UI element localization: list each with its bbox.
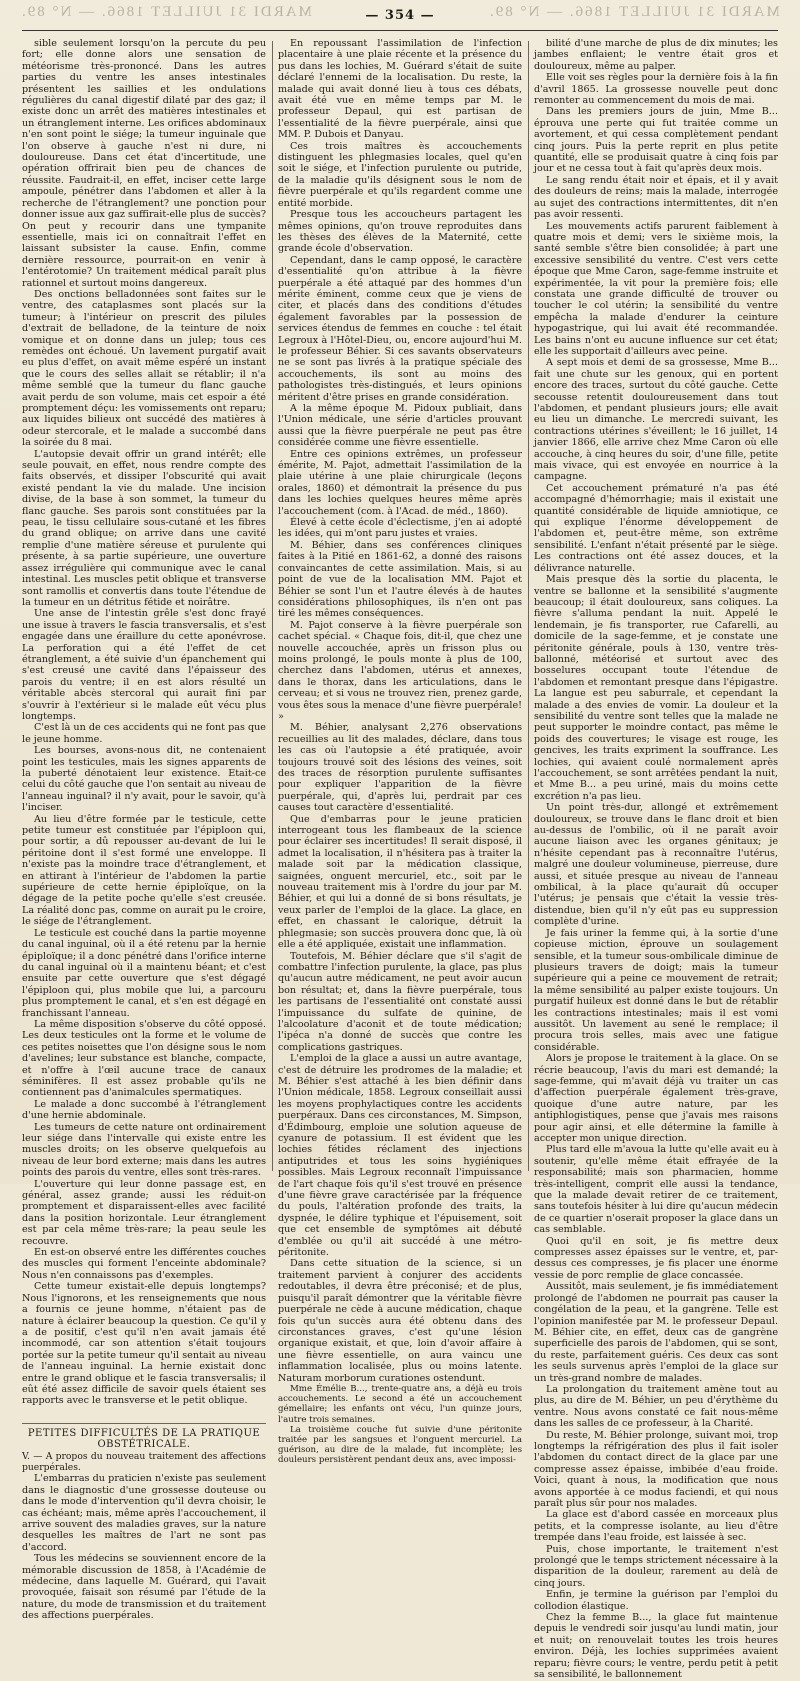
paragraph: Je fais uriner la femme qui, à la sortie d'une copieuse miction, éprouve un soulagement sensible, et la tumeur sous-ombilicale diminue de plusieurs travers de doigt; mais la tumeur supérieure qui a peine ce mouvement de retrait; la même sensibilité au palper existe toujours. Un purgatif huileux est donné dans le but de rétablir les contractions intestinales; mais il est vomi aussitôt. Un lavement au sené le remplace; il procura trois selles, mais avec une fatigue considérable. bbox=[534, 927, 778, 1053]
column-left bbox=[22, 38, 267, 1622]
column-middle bbox=[278, 38, 522, 1466]
paragraph: M. Pajot conserve à la fièvre puerpérale son cachet spécial. « Chaque fois, dit-il, que chez une nouvelle accouchée, après un frisson plus ou moins prolongé, le pouls monte à plus de 100, cherchez dans l'abdomen, utérus et annexes, dans le thorax, dans les articulations, dans le cerveau; et si vous ne trouvez rien, prenez garde, vous êtes sous la menace d'une fièvre puerpérale! » bbox=[278, 619, 522, 722]
paragraph: Tous les médecins se souviennent encore de la mémorable discussion de 1858, à l'Académie de médecine, dans laquelle M. Guérard, qui l'avait provoquée, faisait son résumé par l'étude de la nature, du mode de transmission et du traitement des affections puerpérales. bbox=[22, 1553, 266, 1622]
text-columns bbox=[22, 38, 778, 1681]
paragraph: La même disposition s'observe du côté opposé. Les deux testicules ont la forme et le volume de ces petites noisettes que l'on désigne sous le nom d'avelines; leur substance est blanche, compacte, et n'offre à l'œil aucune trace de canaux séminifères. Il est assez probable qu'ils ne contiennent pas d'animalcules spermatiques. bbox=[22, 1018, 266, 1099]
section-title: PETITES DIFFICULTÉS DE LA PRATIQUE OBSTÉTRICALE. bbox=[22, 1423, 266, 1451]
paragraph: Un point très-dur, allongé et extrêmement douloureux, se trouve dans le flanc droit et bien au-dessus de l'ombilic, où il ne paraît avoir aucune liaison avec les organes génitaux; je n'hésite cependant pas à reconnaître l'utérus, malgré une douleur volumineuse, pierreuse, dure aussi, et située presque au niveau de l'anneau ombilical, à la place qu'aurait dû occuper l'utérus; je pensais que c'était la vessie très-distendue, bien qu'il n'y eût pas eu suppression complète d'urine. bbox=[534, 802, 778, 928]
paragraph: En est-on observé entre les différentes couches des muscles qui forment l'enceinte abdominale? Nous n'en connaissons pas d'exemples. bbox=[22, 1247, 266, 1281]
bleed-through-text-right: MARDI 31 JUILLET 1866. — N° 89. bbox=[488, 4, 780, 20]
paragraph: Les tumeurs de cette nature ont ordinairement leur siége dans l'intervalle qui existe entre les muscles droits; on les observe quelquefois au niveau de leur bord externe; mais dans les autres points des parois du ventre, elles sont très-rares. bbox=[22, 1121, 266, 1179]
paragraph: L'ouverture qui leur donne passage est, en général, assez grande; aussi les réduit-on promptement et disparaissent-elles avec facilité dans la position horizontale. Leur étranglement est par cela même très-rare; la peau seule les recouvre. bbox=[22, 1178, 266, 1247]
paragraph: A sept mois et demi de sa grossesse, Mme B... fait une chute sur les genoux, qui en portent encore des traces, surtout du côté gauche. Cette secousse retentit douloureusement dans tout l'abdomen, et pendant plusieurs jours; elle avait eu lieu un dimanche. Le mercredi suivant, les contractions utérines s'éveillent; le 16 juillet, 14 janvier 1866, elle arrive chez Mme Caron où elle accouche, à cinq heures du soir, d'une fille, petite mais vivace, qui est envoyée en nourrice à la campagne. bbox=[534, 357, 778, 483]
paragraph: Élevé à cette école d'éclectisme, j'en ai adopté les idées, qui m'ont paru justes et vraies. bbox=[278, 517, 522, 540]
column-divider bbox=[272, 41, 273, 1171]
paragraph: Chez la femme B..., la glace fut maintenue depuis le vendredi soir jusqu'au lundi matin, jour et nuit; on renouvelait toutes les trois heures environ. Déjà, les lochies supprimées avaient reparu; fièvre cours; le ventre, perdu petit à petit sa sensibilité, le ballonnement bbox=[534, 1612, 778, 1681]
paragraph: Presque tous les accoucheurs partagent les mêmes opinions, qu'on trouve reproduites dans les thèses des élèves de la Maternité, cette grande école d'observation. bbox=[278, 209, 522, 255]
paragraph: Dans les premiers jours de juin, Mme B... éprouva une perte qui fut traitée comme un avortement, et qui cessa complètement pendant cinq jours. Puis la perte reprit en plus petite quantité, elle se produisait quatre à cinq fois par jour et ne cessa tout à fait qu'après deux mois. bbox=[534, 106, 778, 175]
paragraph: Mme Émélie B..., trente-quatre ans, a déjà eu trois accouchements. Le second a été un accouchement gémellaire; les enfants ont vécu, l'un quinze jours, l'autre trois semaines. bbox=[278, 1383, 522, 1425]
column-right bbox=[534, 38, 778, 1681]
paragraph: M. Béhier, dans ses conférences cliniques faites à la Pitié en 1861-62, a donné des raisons convaincantes de cette assimilation. Mais, si au point de vue de la localisation MM. Pajot et Béhier se sont l'un et l'autre élevés à de hautes considérations philosophiques, ils n'en ont pas tiré les mêmes conséquences. bbox=[278, 539, 522, 620]
paragraph: Le testicule est couché dans la partie moyenne du canal inguinal, où il a été retenu par la hernie épiploïque; il a donc pénétré dans l'orifice interne du canal inguinal où il a maintenu béant; et c'est ensuite par cette ouverture que s'est dégagé l'épiploon qui, plus mobile que lui, a parcouru plus promptement le canal, et s'en est dégagé en franchissant l'anneau. bbox=[22, 927, 266, 1019]
paragraph: Dans cette situation de la science, si un traitement parvient à conjurer des accidents redoutables, il devra être préconisé; et de plus, puisqu'il paraît démontrer que la véritable fièvre puerpérale ne cède à aucune médication, chaque fois qu'un succès aura été obtenu dans des circonstances graves, c'est qu'une lésion organique existait, et que, loin d'avoir affaire à une fièvre essentielle, on aura vaincu une inflammation localisée, plus ou moins latente. Naturam morborum curationes ostendunt. bbox=[278, 1258, 522, 1384]
paragraph: Le malade a donc succombé à l'étranglement d'une hernie abdominale. bbox=[22, 1098, 266, 1122]
paragraph: Des onctions belladonnées sont faites sur le ventre, des cataplasmes sont placés sur la tumeur; à l'intérieur on prescrit des pilules d'extrait de belladone, de la teinture de noix vomique et on donne dans un julep; tous ces remèdes ont échoué. Un lavement purgatif avait eu plus d'effet, on avait même espéré un instant que le cours des selles allait se rétablir; il n'a même semblé que la tumeur du flanc gauche avait perdu de son volume, mais cet espoir a été promptement déçu: les vomissements ont reparu; aux liquides bilieux ont succédé des matières à odeur stercorale, et le malade a succombé dans la soirée du 8 mai. bbox=[22, 288, 266, 449]
paragraph: Les bourses, avons-nous dit, ne contenaient point les testicules, mais les signes apparents de la puberté dénotaient leur existence. Etait-ce celui du côté gauche que l'on sentait au niveau de l'anneau inguinal? il n'y avait, pour le savoir, qu'à l'inciser. bbox=[22, 745, 266, 814]
paragraph: Aussitôt, mais seulement, je fis immédiatement prolongé de l'abdomen ne pourrait pas causer la congélation de la peau, et la gangrène. Telle est l'opinion manifestée par M. le professeur Depaul. M. Béhier cite, en effet, deux cas de gangrène superficielle des parois de l'abdomen, qui se sont, du reste, parfaitement guéris. Ces deux cas sont les seuls survenus après l'emploi de la glace sur un très-grand nombre de malades. bbox=[534, 1281, 778, 1384]
paragraph: L'autopsie devait offrir un grand intérêt; elle seule pouvait, en effet, nous rendre compte des faits observés, et dissiper l'obscurité qui avait existé pendant la vie du malade. Une incision divise, de la base à son sommet, la tumeur du flanc gauche. Ses parois sont constituées par la peau, le tissu cellulaire sous-cutané et les fibres du grand oblique; on arrive dans une cavité remplie d'une matière séreuse et purulente qui présente, à sa partie supérieure, une ouverture assez irrégulière qui communique avec le canal intestinal. Les muscles petit oblique et transverse sont ramollis et convertis dans toute l'étendue de la tumeur en un détritus fétide et noirâtre. bbox=[22, 448, 266, 608]
paragraph: Le sang rendu était noir et épais, et il y avait des douleurs de reins; mais la malade, interrogée au sujet des contractions intermittentes, dit n'en pas avoir ressenti. bbox=[534, 174, 778, 221]
paragraph: Elle voit ses règles pour la dernière fois à la fin d'avril 1865. La grossesse nouvelle peut donc remonter au commencement du mois de mai. bbox=[534, 72, 778, 107]
paragraph: Cet accouchement prématuré n'a pas été accompagné d'hémorrhagie; mais il existait une quantité considérable de liquide amniotique, ce qui explique l'énorme développement de l'abdomen et, peut-être même, son extrême sensibilité. L'enfant n'était présenté par le siège. Les contractions ont été assez douces, et la délivrance naturelle. bbox=[534, 482, 778, 574]
paragraph: M. Béhier, analysant 2,276 observations recueillies au lit des malades, déclare, dans tous les cas où l'autopsie a été pratiquée, avoir toujours trouvé soit des lésions des veines, soit des traces de résorption purulente suffisantes pour expliquer l'apparition de la fièvre puerpérale, qui, d'après lui, perdrait par ces causes tout caractère d'essentialité. bbox=[278, 722, 522, 814]
paragraph: Alors je propose le traitement à la glace. On se récrie beaucoup, l'avis du mari est demandé; la sage-femme, qui m'avait déjà vu traiter un cas d'affection puerpérale également très-grave, quoique d'une autre nature, par les antiphlogistiques, pense que j'avais mes raisons pour agir ainsi, et elle détermine la famille à accepter mon unique direction. bbox=[534, 1053, 778, 1144]
paragraph: Enfin, je termine la guérison par l'emploi du collodion élastique. bbox=[534, 1589, 778, 1612]
paragraph: C'est là un de ces accidents qui ne font pas que le jeune homme. bbox=[22, 722, 266, 745]
paragraph: Du reste, M. Béhier prolonge, suivant moi, trop longtemps la réfrigération des plus il fait isoler l'abdomen du contact direct de la glace par une compresse assez épaisse, imbibée d'eau froide. Voici, quant à nous, la modification que nous avons apportée à ce modus faciendi, et qui nous paraît plus sûr pour nos malades. bbox=[534, 1429, 778, 1509]
column-divider bbox=[528, 41, 529, 1171]
paragraph: Cette tumeur existait-elle depuis longtemps? Nous l'ignorons, et les renseignements que nous a fournis ce jeune homme, n'étaient pas de nature à éclairer beaucoup la question. Ce qu'il y a de positif, c'est qu'il n'en avait jamais été incommodé, car son attention s'était toujours portée sur la petite tumeur qu'il sentait au niveau de l'anneau inguinal. La hernie existait donc entre le grand oblique et le fascia transversalis; il eût été assez difficile de savoir quels étaient ses rapports avec le transverse et le petit oblique. bbox=[22, 1281, 266, 1407]
paragraph: Mais presque dès la sortie du placenta, le ventre se ballonne et la sensibilité s'augmente beaucoup; il était douloureux, sans coliques. La fièvre s'alluma pendant la nuit. Appelé le lendemain, je fis transporter, rue Cafarelli, au domicile de la sage-femme, et je constate une péritonite générale, pouls à 130, ventre très-ballonné, météorisé et surtout avec des bosselures occupant toute l'étendue de l'abdomen et remontant presque dans l'épigastre. La langue est peu saburrale, et cependant la malade a des envies de vomir. La douleur et la sensibilité du ventre sont telles que la malade ne peut supporter le moindre contact, pas même le poids des couvertures; le visage est rouge, les gencives, les traits expriment la souffrance. Les lochies, qui avaient coulé normalement après l'accouchement, se sont arrêtées pendant la nuit, et Mme B... a peu uriné, mais du moins cette excrétion n'a pas lieu. bbox=[534, 574, 778, 802]
section-subtitle: V. — A propos du nouveau traitement des affections puerpérales. bbox=[22, 1450, 266, 1473]
paragraph: Au lieu d'être formée par le testicule, cette petite tumeur est constituée par l'épiploon qui, pour sortir, a dû repousser au-devant de lui le péritoine dont il s'est formé une enveloppe. Il n'existe pas la moindre trace d'étranglement, et en attirant à l'intérieur de l'abdomen la partie supérieure de cette hernie épiploïque, on la dégage de la petite poche qu'elle s'est creusée. La réalité donc pas, comme on aurait pu le croire, le siége de l'étranglement. bbox=[22, 813, 266, 928]
paragraph: Une anse de l'intestin grêle s'est donc frayé une issue à travers le fascia transversalis, et s'est engagée dans une éraillure du cette aponévrose. La perforation qui a été l'effet de cet étranglement, a été suivie d'un épanchement qui s'est creusé une cavité dans l'épaisseur des parois du ventre; il en est alors résulté un véritable abcès stercoral qui aurait fini par s'ouvrir à l'extérieur si le malade eût vécu plus longtemps. bbox=[22, 608, 266, 722]
paragraph: Ces trois maîtres ès accouchements distinguent les phlegmasies locales, quel qu'en soit le siége, et l'infection purulente ou putride, de la maladie qu'ils désignent sous le nom de fièvre puerpérale et qu'ils regardent comme une entité morbide. bbox=[278, 140, 522, 209]
paragraph: Les mouvements actifs parurent faiblement à quatre mois et demi; vers le sixième mois, la santé semble s'être bien consolidée; à part une excessive sensibilité du ventre. C'est vers cette époque que Mme Caron, sage-femme instruite et expérimentée, la vit pour la première fois; elle constata une grande difficulté de trouver ou toucher le col utérin; la sensibilité du ventre empêcha la malade d'endurer la ceinture hypogastrique, qui lui avait été recommandée. Les bains n'ont eu aucune influence sur cet état; elle les supportait d'ailleurs avec peine. bbox=[534, 220, 778, 357]
paragraph: L'embarras du praticien n'existe pas seulement dans le diagnostic d'une grossesse douteuse ou dans le mode d'intervention qu'il devra choisir, le cas échéant; mais, même après l'accouchement, il arrive souvent des maladies graves, sur la nature desquelles les maîtres de l'art ne sont pas d'accord. bbox=[22, 1473, 267, 1553]
paragraph: Entre ces opinions extrêmes, un professeur émérite, M. Pajot, admettait l'assimilation de la plaie utérine à une plaie chirurgicale (leçons orales, 1860) et démontrait la présence du pus dans les lochies quelques heures même après l'accouchement (com. à l'Acad. de méd., 1860). bbox=[278, 448, 522, 517]
paragraph: La glace est d'abord cassée en morceaux plus petits, et la compresse isolante, au lieu d'être trempée dans l'eau froide, est laissée à sec. bbox=[534, 1509, 778, 1544]
paragraph: Cependant, dans le camp opposé, le caractère d'essentialité qu'on attribue à la fièvre puerpérale a été attaqué par des hommes d'un mérite éminent, comme ceux que je viens de citer, et placés dans des conditions d'études également favorables par la possession de services étendus de femmes en couche : tel était Legroux à l'Hôtel-Dieu, ou, encore aujourd'hui M. le professeur Béhier. Si ces savants observateurs ne se sont pas livrés à la pratique spéciale des accouchements, ils sont au moins des pathologistes très-distingués, et leurs opinions méritent d'être prises en grande considération. bbox=[278, 254, 522, 403]
page-number: — 354 — bbox=[365, 8, 435, 23]
paragraph: Que d'embarras pour le jeune praticien interrogeant tous les flambeaux de la science pour éclairer ses incertitudes! Il serait disposé, il admet la localisation, il n'hésitera pas à traiter la malade soit par la médication classique, saignées, onguent mercuriel, etc., soit par le nouveau traitement mis à l'ordre du jour par M. Béhier, et qui lui a donné de si bons résultats, je veux parler de l'emploi de la glace. La glace, en effet, en chassant le calorique, détruit la phlegmasie; son succès prouvera donc que, là où elle a été appliquée, existait une inflammation. bbox=[278, 813, 522, 951]
paragraph: Quoi qu'il en soit, je fis mettre deux compresses assez épaisses sur le ventre, et, par-dessus ces compresses, je fis placer une énorme vessie de porc remplie de glace concassée. bbox=[534, 1235, 778, 1281]
paragraph: La prolongation du traitement amène tout au plus, au dire de M. Béhier, un peu d'érythème du ventre. Nous avons constaté ce fait nous-même dans les salles de ce professeur, à la Charité. bbox=[534, 1383, 778, 1430]
paragraph: sible seulement lorsqu'on la percute du peu fort; elle donne alors une sensation de météorisme très-prononcé. Dans les autres parties du ventre les anses intestinales présentent les saillies et les ondulations régulières du canal digestif dilaté par des gaz; il existe donc un arrêt des matières intestinales et un étranglement interne. Les orifices abdominaux n'en sont point le siége; la tumeur inguinale que l'on observe à gauche n'est ni dure, ni douloureuse. Dans cet état d'incertitude, une opération offrirait bien peu de chances de réussite. Faudrait-il, en effet, inciser cette large ampoule, pénétrer dans l'abdomen et aller à la recherche de l'étranglement? une ponction pour donner issue aux gaz suffirait-elle plus de succès? On peut y recourir dans une tympanite essentielle, mais ici on connaîtrait l'effet en laissant subsister la cause. Enfin, comme dernière ressource, pourrait-on en venir à l'entérotomie? Un traitement médical paraît plus rationnel et surtout moins dangereux. bbox=[22, 38, 266, 289]
paragraph: La troisième couche fut suivie d'une péritonite traitée par les sangsues et l'onguent mercuriel. La guérison, au dire de la malade, fut incomplète; les douleurs persistèrent pendant deux ans, avec impossi- bbox=[278, 1424, 522, 1466]
bleed-through-text-left: MARDI 31 JUILLET 1866. — N° 89. bbox=[20, 4, 312, 20]
paragraph: bilité d'une marche de plus de dix minutes; les jambes enflaient; le ventre était gros et douloureux, même au palper. bbox=[534, 38, 778, 72]
paragraph: Toutefois, M. Béhier déclare que s'il s'agit de combattre l'infection purulente, la glace, pas plus qu'aucun autre médicament, ne peut avoir aucun bon résultat; et, dans la fièvre puerpérale, tous les partisans de l'essentialité ont constaté aussi l'impuissance du sulfate de quinine, de l'alcoolature d'aconit et de toute médication; l'ipéca n'a donné de succès que contre les complications gastriques. bbox=[278, 950, 522, 1053]
paragraph: Puis, chose importante, le traitement n'est prolongé que le temps strictement nécessaire à la disparition de la douleur, rarement au delà de cinq jours. bbox=[534, 1543, 778, 1589]
header-rule bbox=[22, 30, 778, 31]
page-header bbox=[0, 0, 800, 40]
paragraph: En repoussant l'assimilation de l'infection placentaire à une plaie récente et la présence du pus dans les lochies, M. Guérard s'était de suite déclaré l'ennemi de la localisation. Du reste, la malade qui avait donné lieu à tous ces débats, avait été vue en même temps par M. le professeur Depaul, qui est partisan de l'essentialité de la fièvre puerpérale, ainsi que MM. P. Dubois et Danyau. bbox=[278, 38, 522, 141]
paragraph: L'emploi de la glace a aussi un autre avantage, c'est de détruire les prodromes de la maladie; et M. Béhier s'est attaché à les bien définir dans l'Union médicale, 1858. Legroux conseillait aussi les moyens prophylactiques contre les accidents puerpéraux. Dans ces circonstances, M. Simpson, d'Édimbourg, emploie une solution aqueuse de cyanure de potassium. Il est évident que les lochies fétides réclament des injections antiputrides et tous les soins hygiéniques possibles. Mais Legroux reconnaît l'impuissance de l'art chaque fois qu'il s'est trouvé en présence d'une fièvre grave caractérisée par la fréquence du pouls, l'altération profonde des traits, la dyspnée, le délire typhique et l'épuisement, soit que cet ensemble de symptômes ait débuté d'emblée ou qu'il ait succédé à une métro-péritonite. bbox=[278, 1053, 522, 1259]
paragraph: A la même époque M. Pidoux publiait, dans l'Union médicale, une série d'articles prouvant aussi que la fièvre puerpérale ne peut pas être considérée comme une fièvre essentielle. bbox=[278, 403, 522, 449]
paragraph: Plus tard elle m'avoua la lutte qu'elle avait eu à soutenir, qu'elle même était effrayée de la responsabilité; mais son pharmacien, homme très-intelligent, comprit elle aussi la tendance, que la malade devait retirer de ce traitement, sans toutefois hésiter à lui dire qu'aucun médecin de ce quartier n'oserait proposer la glace dans un cas semblable. bbox=[534, 1144, 778, 1236]
